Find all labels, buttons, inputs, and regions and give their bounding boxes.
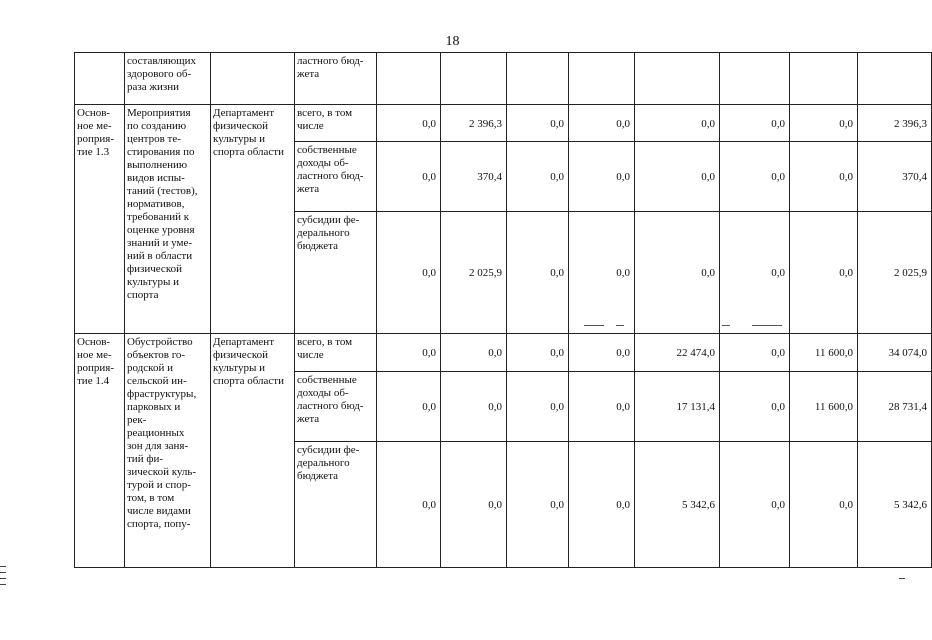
- funding-source-cell: всего, в том числе: [295, 105, 377, 142]
- value-cell: [720, 53, 790, 105]
- value-cell: [790, 53, 858, 105]
- value-cell: 0,0: [507, 105, 569, 142]
- scan-mark: [0, 584, 6, 585]
- value-cell: 11 600,0: [790, 372, 858, 442]
- event-number-cell: Основ- ное ме- роприя- тие 1.4: [75, 334, 125, 568]
- value-cell: 370,4: [441, 142, 507, 212]
- value-cell: [569, 53, 635, 105]
- scan-mark: [0, 572, 6, 573]
- scan-mark: [899, 578, 905, 579]
- value-cell: 0,0: [720, 372, 790, 442]
- value-cell: 0,0: [635, 212, 720, 334]
- value-cell: 0,0: [377, 142, 441, 212]
- value-cell: 0,0: [507, 372, 569, 442]
- event-name-cell: Мероприятия по созданию центров те- стирования по выполнению видов испы- таний (тестов), нормативов, требований к оценке уровня знаний и уме- ний в области физической культуры и спорта: [125, 105, 211, 334]
- budget-table: [74, 52, 932, 568]
- value-cell: 11 600,0: [790, 334, 858, 372]
- value-cell: 0,0: [569, 142, 635, 212]
- value-cell: 0,0: [441, 334, 507, 372]
- value-cell: 0,0: [790, 442, 858, 568]
- value-cell: 0,0: [720, 212, 790, 334]
- value-cell: [507, 53, 569, 105]
- value-cell: 2 396,3: [441, 105, 507, 142]
- value-cell: 2 025,9: [858, 212, 932, 334]
- value-cell: [635, 53, 720, 105]
- value-cell: 0,0: [569, 212, 635, 334]
- value-cell: 0,0: [720, 442, 790, 568]
- event-number-cell: [75, 53, 125, 105]
- value-cell: 0,0: [635, 105, 720, 142]
- value-cell: 22 474,0: [635, 334, 720, 372]
- value-cell: 0,0: [507, 142, 569, 212]
- value-cell: 0,0: [569, 334, 635, 372]
- scan-mark: [616, 325, 624, 326]
- value-cell: 0,0: [569, 372, 635, 442]
- value-cell: 2 396,3: [858, 105, 932, 142]
- value-cell: [441, 53, 507, 105]
- value-cell: 0,0: [569, 442, 635, 568]
- funding-source-cell: собственные доходы об- ластного бюд- жета: [295, 372, 377, 442]
- page-number: 18: [445, 34, 460, 49]
- value-cell: 0,0: [790, 212, 858, 334]
- value-cell: 34 074,0: [858, 334, 932, 372]
- value-cell: 0,0: [720, 334, 790, 372]
- executor-cell: Департамент физической культуры и спорта области: [211, 105, 295, 334]
- value-cell: 0,0: [635, 142, 720, 212]
- value-cell: 0,0: [507, 442, 569, 568]
- value-cell: 0,0: [790, 142, 858, 212]
- event-name-cell: Обустройство объектов го- родской и сельской ин- фраструктуры, парковых и рек- реационных зон для заня- тий фи- зической куль- турой и спор- том, в том числе видами спорта, попу-: [125, 334, 211, 568]
- value-cell: [858, 53, 932, 105]
- value-cell: 0,0: [441, 442, 507, 568]
- scan-mark: [0, 578, 6, 579]
- value-cell: 0,0: [790, 105, 858, 142]
- value-cell: 370,4: [858, 142, 932, 212]
- value-cell: 2 025,9: [441, 212, 507, 334]
- scan-mark: [722, 325, 730, 326]
- funding-source-cell: собственные доходы об- ластного бюд- жета: [295, 142, 377, 212]
- scan-mark: [752, 325, 782, 326]
- value-cell: 0,0: [377, 212, 441, 334]
- value-cell: 0,0: [441, 372, 507, 442]
- scan-mark: [584, 325, 604, 326]
- value-cell: 0,0: [569, 105, 635, 142]
- funding-source-cell: субсидии фе- дерального бюджета: [295, 212, 377, 334]
- table-row: [75, 105, 932, 142]
- value-cell: 0,0: [507, 212, 569, 334]
- table-row: [75, 53, 932, 105]
- value-cell: 0,0: [720, 105, 790, 142]
- value-cell: [377, 53, 441, 105]
- value-cell: 5 342,6: [635, 442, 720, 568]
- table-body: [75, 53, 932, 568]
- scan-mark: [0, 566, 6, 567]
- executor-cell: Департамент физической культуры и спорта области: [211, 334, 295, 568]
- value-cell: 5 342,6: [858, 442, 932, 568]
- executor-cell: [211, 53, 295, 105]
- funding-source-cell: всего, в том числе: [295, 334, 377, 372]
- funding-source-cell: субсидии фе- дерального бюджета: [295, 442, 377, 568]
- value-cell: 0,0: [377, 442, 441, 568]
- value-cell: 0,0: [377, 372, 441, 442]
- event-name-cell: составляющих здорового об- раза жизни: [125, 53, 211, 105]
- value-cell: 0,0: [377, 334, 441, 372]
- value-cell: 0,0: [377, 105, 441, 142]
- value-cell: 0,0: [507, 334, 569, 372]
- event-number-cell: Основ- ное ме- роприя- тие 1.3: [75, 105, 125, 334]
- value-cell: 17 131,4: [635, 372, 720, 442]
- value-cell: 28 731,4: [858, 372, 932, 442]
- table-row: [75, 334, 932, 372]
- value-cell: 0,0: [720, 142, 790, 212]
- funding-source-cell: ластного бюд- жета: [295, 53, 377, 105]
